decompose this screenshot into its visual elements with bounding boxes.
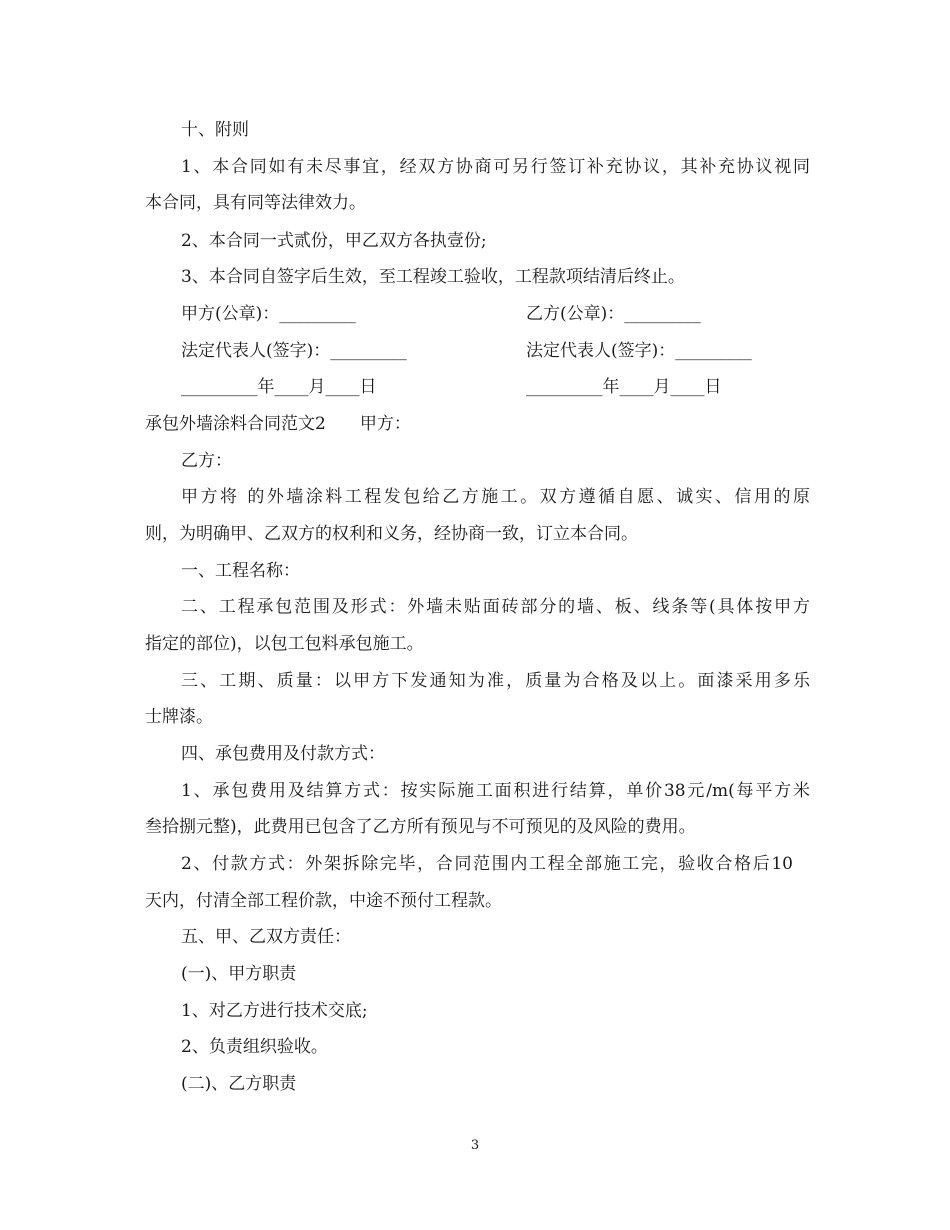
subsection-heading: (二)、乙方职责: [181, 1074, 297, 1094]
section-heading-appendix: 十、附则: [181, 120, 249, 140]
party-b-representative-field: 法定代表人(签字)：_________: [526, 341, 752, 361]
party-a-date-field: _________年____月____日: [181, 377, 377, 397]
section-heading: 四、承包费用及付款方式：: [181, 744, 385, 764]
paragraph-line: 天内，付清全部工程价款，中途不预付工程款。: [145, 891, 502, 911]
paragraph-line: 指定的部位)，以包工包料承包施工。: [145, 634, 424, 654]
section-heading: 一、工程名称：: [181, 561, 300, 581]
section-heading: 二、工程承包范围及形式：外墙未贴面砖部分的墙、板、线条等(具体按甲方: [181, 597, 810, 617]
party-b-date-field: _________年____月____日: [526, 377, 722, 397]
subsection-heading: (一)、甲方职责: [181, 964, 297, 984]
party-a-representative-field: 法定代表人(签字)：_________: [181, 341, 407, 361]
paragraph-line: 2、付款方式：外架拆除完毕，合同范围内工程全部施工完，验收合格后10: [181, 854, 793, 874]
paragraph-line: 则，为明确甲、乙双方的权利和义务，经协商一致，订立本合同。: [145, 524, 638, 544]
party-b-seal-field: 乙方(公章)：_________: [526, 304, 701, 324]
party-a-seal-field: 甲方(公章)：_________: [181, 304, 356, 324]
paragraph-line: 1、对乙方进行技术交底;: [181, 1001, 368, 1021]
paragraph-line: 乙方：: [181, 451, 232, 471]
paragraph-line: 2、本合同一式贰份，甲乙双方各执壹份;: [181, 231, 487, 251]
section-heading: 三、工期、质量：以甲方下发通知为准，质量为合格及以上。面漆采用多乐: [181, 671, 810, 691]
paragraph-line: 2、负责组织验收。: [181, 1037, 328, 1057]
paragraph-line: 甲方将 的外墙涂料工程发包给乙方施工。双方遵循自愿、诚实、信用的原: [181, 487, 810, 507]
paragraph-line: 1、本合同如有未尽事宜，经双方协商可另行签订补充协议，其补充协议视同: [181, 157, 810, 177]
paragraph-line: 3、本合同自签字后生效，至工程竣工验收，工程款项结清后终止。: [181, 267, 685, 287]
paragraph-line: 叁拾捌元整)，此费用已包含了乙方所有预见与不可预见的及风险的费用。: [145, 817, 696, 837]
paragraph-line: 本合同，具有同等法律效力。: [145, 193, 366, 213]
section-heading: 五、甲、乙双方责任：: [181, 927, 351, 947]
paragraph-line: 1、承包费用及结算方式：按实际施工面积进行结算，单价38元/m(每平方米: [181, 781, 810, 801]
page-number: 3: [470, 1138, 480, 1153]
paragraph-line: 士牌漆。: [145, 707, 213, 727]
document-title-line: 承包外墙涂料合同范文2 甲方：: [145, 414, 411, 434]
